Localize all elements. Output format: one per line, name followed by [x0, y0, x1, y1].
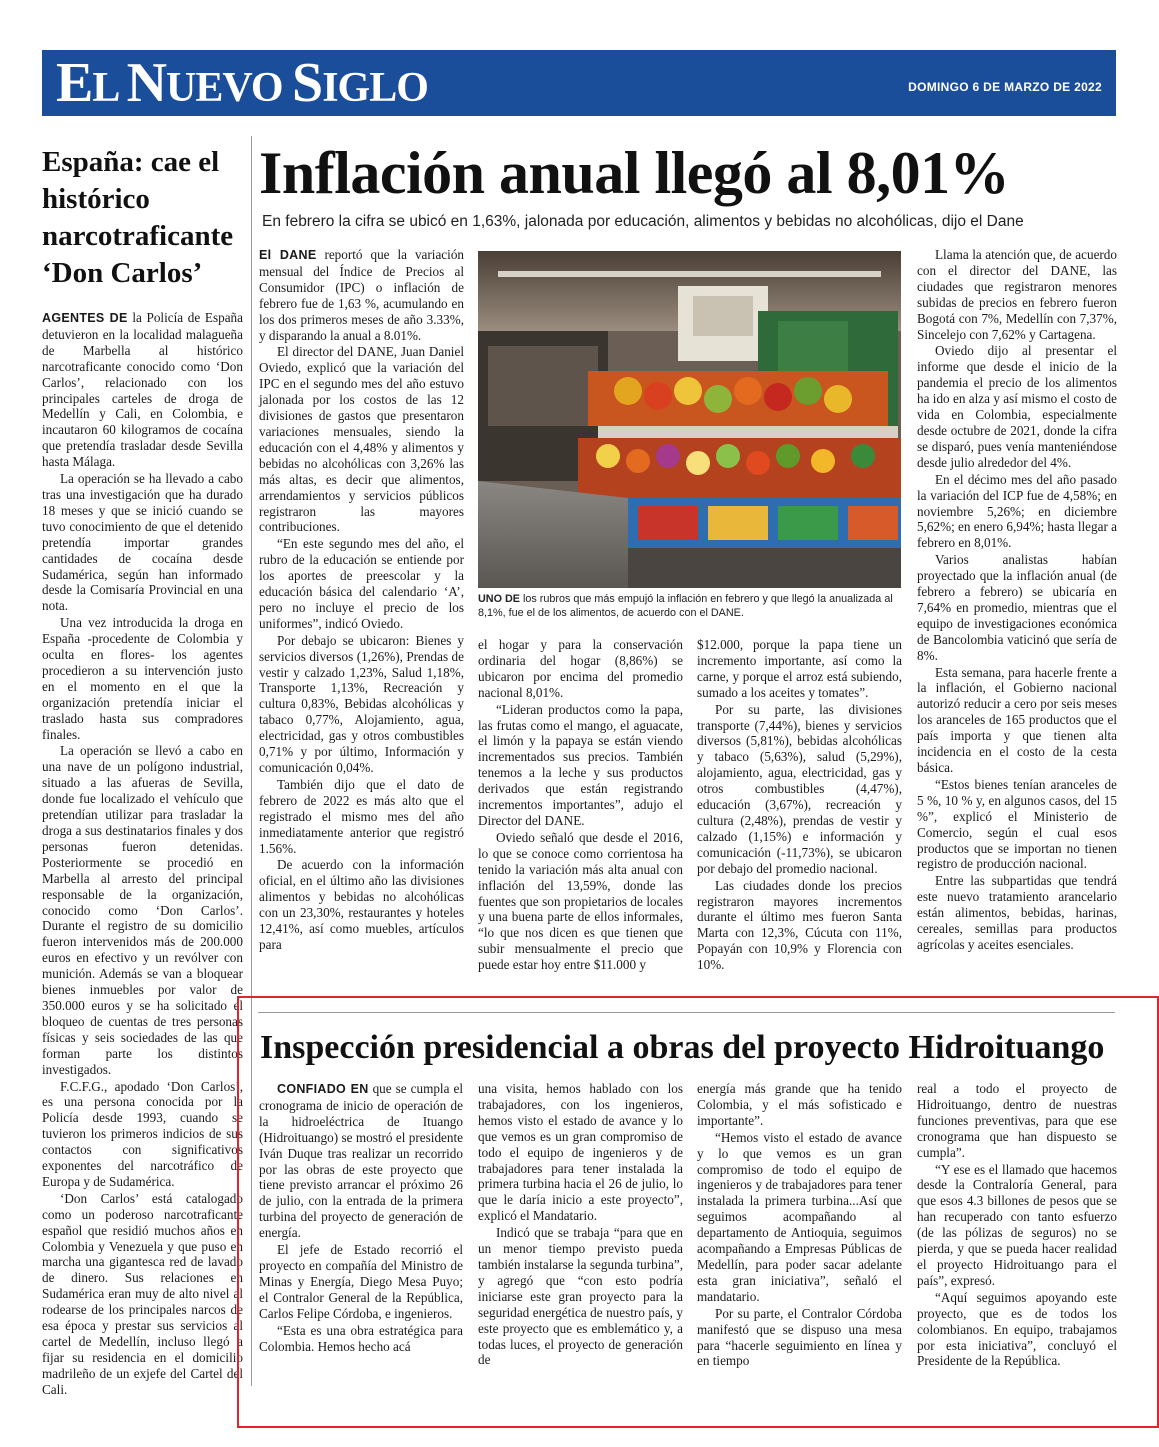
- main-story-col4: [917, 247, 1117, 999]
- bottom-paragraph: El jefe de Estado recorrió el proyecto en compañía del Ministro de Minas y Energía, Diego Mesa Puyo; el Contralor General de la República, Carlos Felipe Córdoba, e ingenieros.: [259, 1242, 463, 1321]
- bottom-story-col4: [917, 1081, 1117, 1393]
- main-paragraph: También dijo que el dato de febrero de 2022 es más alto que el registrado el mismo mes del año inmediatamente anterior que registró 1.56%.: [259, 776, 464, 856]
- main-story-col1: [259, 247, 464, 999]
- side-story-paragraph: Una vez introducida la droga en España -procedente de Colombia y oculta en flores- los agentes procedieron a su intervención justo en el momento en el que la organización pretendía iniciar el traslado hasta sus compradores finales.: [42, 615, 243, 742]
- main-paragraph: “Estos bienes tenían aranceles de 5 %, 10 % y, en algunos casos, del 15 %”, explicó el Ministerio de Comercio, según el cual esos productos que se importan no tienen registro de producción nacional.: [917, 776, 1117, 872]
- market-photo: [478, 251, 901, 588]
- bottom-paragraph: “Aquí seguimos apoyando este proyecto, que es de todos los colombianos. En equipo, trabajamos por esta iniciativa”, concluyó el Presidente de la República.: [917, 1289, 1117, 1369]
- bottom-story-col2: [478, 1081, 683, 1393]
- bottom-paragraph: una visita, hemos hablado con los trabajadores, con los ingenieros, hemos visto el estado de avance y lo que vemos es un gran compromiso de todo el equipo de ingenieros y de trabajadores para tener instalada la primera turbina hacia el 26 de julio, lo que le daría inicio a este proyecto”, explicó el Mandatario.: [478, 1081, 683, 1224]
- bottom-paragraph: real a todo el proyecto de Hidroituango, dentro de nuestras funciones preventivas, para que ese cronograma que han dispuesto se cumpla”.: [917, 1081, 1117, 1160]
- newspaper-logo[interactable]: EL NUEVO SIGLO: [56, 52, 428, 114]
- main-paragraph: $12.000, porque la papa tiene un incremento importante, así como la carne, y porque el arroz está subiendo, sumado a los aceites y tomates”.: [697, 637, 902, 700]
- main-paragraph: El director del DANE, Juan Daniel Oviedo, explicó que la variación del IPC en el segundo mes del año estuvo jalonada por los costos de las 12 divisiones de gastos que presentaron variaciones mensuales, siendo la educación con el 4,48% y alimentos y bebidas no alcohólicas con 3,26% las más altas, es decir que alimentos, arrendamientos y servicios públicos registraron las mayores contribuciones.: [259, 344, 464, 535]
- main-paragraph: El DANE reportó que la variación mensual del Índice de Precios al Consumidor (IPC) o inflación de febrero fue de 1,63 %, acumulando en los dos primeros meses de año 3.33%, y disparando la anual a 8.01%.: [259, 247, 465, 343]
- main-story-col3: [697, 637, 902, 999]
- issue-date: DOMINGO 6 DE MARZO DE 2022: [908, 80, 1102, 94]
- main-paragraph: Oviedo dijo al presentar el informe que desde el inicio de la pandemia el precio de los alimentos ha ido en alza y así mismo el costo de vida en Colombia, especialmente desde octubre de 2021, donde la cifra se disparó, pues venía manteniéndose desde julio alrededor del 4%.: [917, 343, 1117, 470]
- photo-caption: UNO DE los rubros que más empujó la inflación en febrero y que llegó la anualizada al 8,1%, fue el de los alimentos, de acuerdo con el DANE.: [478, 593, 893, 619]
- main-paragraph: En el décimo mes del año pasado la variación del ICP fue de 4,58%; en noviembre 5,26%; en diciembre 5,62%; en enero 6,94%; hasta llegar a febrero en 8,01%.: [917, 471, 1117, 551]
- side-story-paragraph: La operación se llevó a cabo en una nave de un polígono industrial, situado a las afueras de Sevilla, donde fue localizado el vehículo que pretendían utilizar para trasladar la droga a sus destinatarios finales y dos personas fueron detenidas. Posteriormente se procedió en Marbella al arresto del principal responsable de la organización, conocido como ‘Don Carlos’. Durante el registro de su domicilio fueron intervenidos más de 200.000 euros en efectivo y un revólver con munición. Además se van a bloquear bienes inmuebles por valor de 350.000 euros y se ha solicitado el bloqueo de cuentas de tres personas físicas y seis sociedades de las que forman parte los distintos investigados.: [42, 743, 243, 1077]
- main-paragraph: Varios analistas habían proyectado que la inflación anual (de febrero a febrero) se ubicaría en 7,64% en promedio, mientras que el equipo de investigaciones económica de Bancolombia vaticinó que sería de 8%.: [917, 552, 1117, 663]
- main-paragraph: Las ciudades donde los precios registraron mayores incrementos durante el último mes fueron Santa Marta con 12,3%, Cúcuta con 11%, Popayán con 10,9% y Florencia con 10%.: [697, 877, 902, 973]
- masthead: [42, 50, 1116, 116]
- bottom-paragraph: energía más grande que ha tenido Colombia, y el más sofisticado e importante”.: [697, 1081, 902, 1128]
- bottom-paragraph: CONFIADO EN que se cumpla el cronograma de inicio de operación de la hidroeléctrica de Ituango (Hidroituango) se mostró el presidente Iván Duque tras realizar un recorrido por las obras de este proyecto que tiene previsto arrancar el próximo 26 de julio, con la entrada de la primera turbina del proyecto de generación de energía.: [259, 1081, 463, 1241]
- bottom-paragraph: “Esta es una obra estratégica para Colombia. Hemos hecho acá: [259, 1322, 463, 1354]
- main-paragraph: Esta semana, para hacerle frente a la inflación, el Gobierno nacional autorizó reducir a cero por seis meses los aranceles de 165 productos que el país importa y que tienen alta incidencia en el costo de la cesta básica.: [917, 664, 1117, 775]
- side-story-paragraph: AGENTES DE la Policía de España detuvieron en la localidad malagueña de Marbella al histórico narcotraficante conocido como ‘Don Carlos’, relacionado con los principales carteles de droga de Medellín y Cali, en Colombia, e incautaron 60 kilogramos de cocaína que pretendía trasladar desde Sevilla hasta Málaga.: [42, 310, 243, 470]
- main-subheadline: En febrero la cifra se ubicó en 1,63%, jalonada por educación, alimentos y bebidas no alcohólicas, dijo el Dane: [262, 213, 1024, 230]
- bottom-paragraph: Por su parte, el Contralor Córdoba manifestó que se dispuso una mesa para “hacerle seguimiento en línea y en tiempo: [697, 1305, 902, 1369]
- bottom-paragraph: “Y ese es el llamado que hacemos desde la Contraloría General, para que esos 4.3 billones de pesos que se han recuperado con tanto esfuerzo (de las pólizas de seguros) no se pierda, y que se pueda hacer realidad el proyecto Hidroituango para el país”, expresó.: [917, 1161, 1117, 1288]
- bottom-story-headline: Inspección presidencial a obras del proyecto Hidroituango: [260, 1029, 1105, 1066]
- main-paragraph: Por debajo se ubicaron: Bienes y servicios diversos (1,26%), Prendas de vestir y calzado 1,23%, Salud 1,18%, Transporte 1,13%, Recreación y cultura 0,83%, Bebidas alcohólicas y tabaco 0,77%, Alojamiento, agua, electricidad, gas y otros combustibles 0,71% y por último, Información y comunicación 0,04%.: [259, 632, 464, 775]
- main-headline: Inflación anual llegó al 8,01%: [259, 140, 1010, 206]
- side-story-paragraph: ‘Don Carlos’ está catalogado como un poderoso narcotraficante español que residió muchos años en Colombia y Venezuela y que puso en marcha una gigantesca red de lavado de dinero. Sus relaciones en Sudamérica eran muy de alto nivel al rodearse de los principales narcos de esa época y prestar sus servicios al cartel de Medellín, incluso llegó a fijar su residencia en el domicilio madrileño de un exjefe del Cartel del Cali.: [42, 1190, 243, 1397]
- bottom-paragraph: Indicó que se trabaja “para que en un menor tiempo previsto pueda también instalarse la segunda turbina”, y agregó que “con esto podría iniciarse este gran proyecto para la seguridad energética de nuestro país, y este proyecto que es emblemático y, a todas luces, el proyecto de generación de: [478, 1225, 683, 1368]
- main-story-col2: [478, 637, 683, 999]
- main-paragraph: “Lideran productos como la papa, las frutas como el mango, el aguacate, el limón y la papaya se están viendo incrementados sus precios. También tenemos a la leche y sus productos derivados que están registrando incrementos importantes”, adujo el Director del DANE.: [478, 701, 683, 828]
- main-paragraph: Llama la atención que, de acuerdo con el director del DANE, las ciudades que registraron menores subidas de precios en febrero fueron Bogotá con 7%, Medellín con 7,37%, Sincelejo con 7,62% y Cartagena.: [917, 247, 1117, 342]
- main-paragraph: el hogar y para la conservación ordinaria del hogar (8,86%) se ubicaron por encima del promedio nacional 8,01%.: [478, 637, 683, 700]
- main-paragraph: Entre las subpartidas que tendrá este nuevo tratamiento arancelario están alimentos, bebidas, harinas, cereales, semillas para productos agrícolas y aceites esenciales.: [917, 873, 1117, 952]
- main-paragraph: “En este segundo mes del año, el rubro de la educación se entiende por los aportes de preescolar y la educación básica del calendario ‘A’, pero no incluye el precio de los uniformes”, indicó Oviedo.: [259, 536, 464, 631]
- fruit-stand-image: [478, 251, 901, 588]
- bottom-story-col3: [697, 1081, 902, 1393]
- bottom-paragraph: “Hemos visto el estado de avance y lo que vemos es un gran compromiso de todo el equipo de ingenieros y de trabajadores para tener instalada la primera turbina...Así que seguimos acompañando al departamento de Antioquia, seguimos acompañando a Empresas Públicas de Medellín, para poder sacar adelante esta gran iniciativa”, señaló el mandatario.: [697, 1129, 902, 1304]
- main-paragraph: Oviedo señaló que desde el 2016, lo que se conoce como corrientosa ha tenido la variación más alta anual con inflación del 13,59%, donde las fuentes que son propietarios de locales y una buena parte de ellos informales, “lo que nos dicen es que tienen que subir mensualmente el precio que puede estar hoy entre $11.000 y: [478, 829, 683, 973]
- main-paragraph: De acuerdo con la información oficial, en el último año las divisiones alimentos y bebidas no alcohólicas con un 23,30%, restaurantes y hoteles 12,41%, así como muebles, artículos para: [259, 857, 464, 952]
- bottom-story-col1: [259, 1081, 463, 1393]
- side-story-paragraph: La operación se ha llevado a cabo tras una investigación que ha durado 18 meses y que se inició cuando se tuvo conocimiento de que el detenido pretendía importar grandes cantidades de cocaína desde Sudamérica, según han informado desde la Comisaría Provincial en una nota.: [42, 471, 243, 614]
- side-story-body: [42, 310, 243, 1397]
- side-story-paragraph: F.C.F.G., apodado ‘Don Carlos’, es una persona conocida por la Policía desde 1993, cuando se tuvieron los primeros indicios de sus contactos con significativos exponentes del narcotráfico de Europa y de Sudamérica.: [42, 1078, 243, 1189]
- main-paragraph: Por su parte, las divisiones transporte (7,44%), bienes y servicios diversos (5,81%), bebidas alcohólicas y tabaco (5,63%), salud (5,29%), alojamiento, agua, electricidad, gas y otros combustibles (4,47%), educación (3,67%), recreación y cultura (2,48%), prendas de vestir y calzado (1,15%) e información y comunicación (-11,73%), se ubicaron por debajo del promedio nacional.: [697, 701, 902, 876]
- side-story-headline: España: cae el histórico narcotraficante ‘Don Carlos’: [42, 146, 234, 289]
